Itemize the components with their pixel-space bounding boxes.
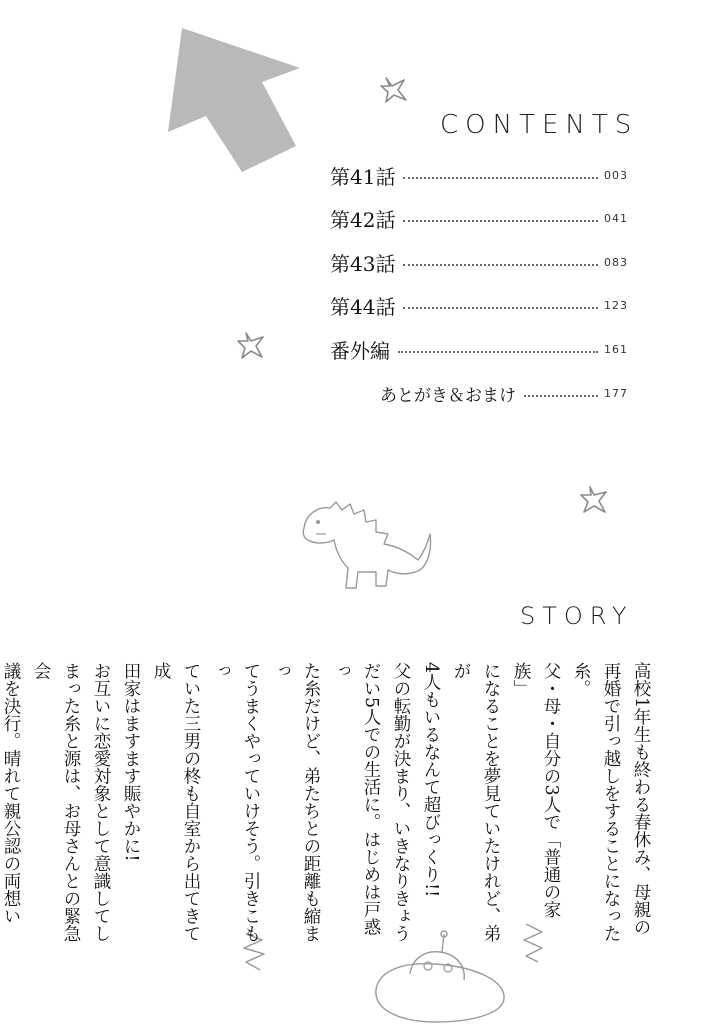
contents-heading: CONTENTS	[440, 110, 639, 140]
toc-entry-page: 003	[604, 168, 628, 182]
toc-entry	[330, 290, 628, 320]
story-line: 田家はますます賑やかに!	[121, 662, 141, 862]
toc-entry-page: 161	[604, 342, 628, 356]
toc-entry-page: 177	[604, 386, 628, 400]
story-heading: STORY	[520, 602, 634, 630]
star-icon	[578, 484, 612, 516]
toc-leader-dots	[403, 264, 598, 266]
story-line: お互いに恋愛対象として意識してし	[91, 662, 111, 942]
arrow-icon	[140, 20, 310, 210]
story-line: 再婚で引っ越しをすることになった糸。	[571, 662, 621, 942]
story-synopsis	[1, 662, 656, 942]
toc-entry	[330, 334, 628, 364]
star-icon	[378, 74, 412, 106]
star-icon	[236, 330, 270, 362]
toc-entry-title: 第41話	[330, 164, 396, 189]
story-line: 父・母・自分の3人で「普通の家族」	[511, 662, 561, 919]
ufo-icon	[370, 930, 510, 1024]
toc-entry	[330, 203, 628, 233]
toc-leader-dots	[403, 307, 598, 309]
toc-entry-title: 第44話	[330, 294, 396, 319]
toc-leader-dots	[524, 395, 598, 397]
toc-leader-dots	[398, 351, 598, 353]
toc-entry	[330, 247, 628, 277]
toc-entry-title: 第43話	[330, 251, 396, 276]
toc-entry-title: 第42話	[330, 207, 396, 232]
toc-entry	[330, 160, 628, 190]
toc-entry-page: 123	[604, 298, 628, 312]
toc-entry-title: 番外編	[330, 338, 390, 363]
toc-entry	[380, 378, 628, 408]
toc-leader-dots	[403, 220, 598, 222]
toc-leader-dots	[403, 177, 598, 179]
toc-entry-page: 083	[604, 255, 628, 269]
toc-entry-title: あとがき＆おまけ	[380, 385, 516, 406]
dinosaur-icon	[296, 494, 436, 594]
story-line: 高校1年生も終わる春休み、母親の	[631, 662, 651, 936]
story-line: になることを夢見ていたけれど、弟が	[451, 662, 501, 942]
story-line: てうまくやっていけそう。引きこもっ	[211, 662, 261, 942]
toc-entry-page: 041	[604, 211, 628, 225]
story-line: た糸だけど、弟たちとの距離も縮まっ	[271, 662, 321, 942]
story-line: だい5人での生活に。はじめは戸惑っ	[331, 662, 381, 936]
story-line: 議を決行。晴れて親公認の両想い	[1, 662, 21, 925]
story-line: まった糸と源は、お母さんとの緊急会	[31, 662, 81, 942]
story-line: 父の転勤が決まり、いきなりきょう	[391, 662, 411, 942]
story-line: ていた三男の柊も自室から出てきて成	[151, 662, 201, 942]
story-line: 4人もいるなんて超びっくり!!	[421, 662, 441, 898]
